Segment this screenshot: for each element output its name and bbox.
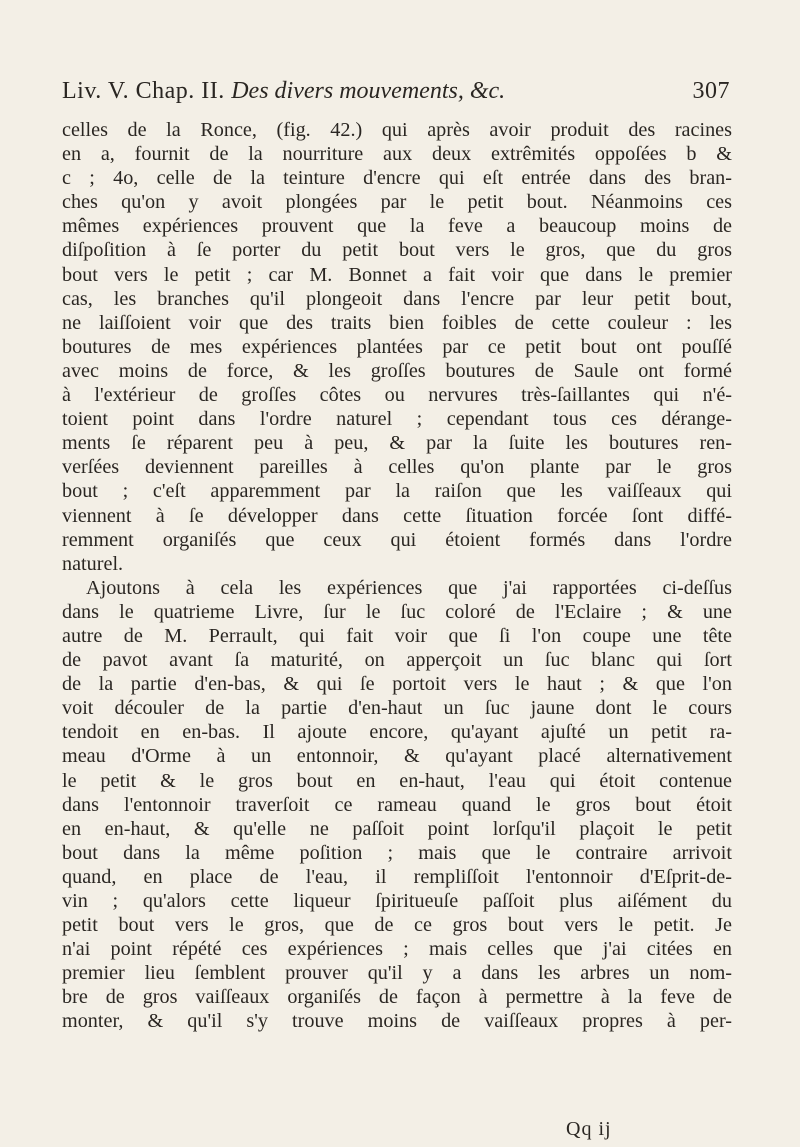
text-line: le petit & le gros bout en en-haut, l'eau qui étoit contenue <box>62 769 732 792</box>
text-line: toient point dans l'ordre naturel ; cependant tous ces dérange- <box>62 408 732 431</box>
text-line: boutures de mes expériences plantées par ce petit bout ont pouſſé <box>62 335 732 358</box>
book-chapter: Liv. V. Chap. II. <box>62 78 225 104</box>
text-line: naturel. <box>62 552 124 575</box>
text-line: c ; 4o, celle de la teinture d'encre qui eſt entrée dans des bran- <box>62 167 732 190</box>
running-head <box>62 78 730 105</box>
text-line: diſpoſition à ſe porter du petit bout vers le gros, que du gros <box>62 239 732 262</box>
text-line: bout ; c'eſt apparemment par la raiſon que les vaiſſeaux qui <box>62 480 732 503</box>
body-text <box>62 118 732 1034</box>
text-line: celles de la Ronce, (fig. 42.) qui après avoir produit des racines <box>62 119 732 141</box>
text-line: verſées deviennent pareilles à celles qu'on plante par le gros <box>62 456 732 479</box>
text-line: dans le quatrieme Livre, ſur le ſuc coloré de l'Eclaire ; & une <box>62 600 732 623</box>
text-line: quand, en place de l'eau, il rempliſſoit l'entonnoir d'Eſprit-de- <box>62 865 732 888</box>
page-number: 307 <box>692 78 730 104</box>
text-line: cas, les branches qu'il plongeoit dans l'encre par leur petit bout, <box>62 287 732 310</box>
signature-mark: Qq ij <box>566 1118 612 1140</box>
text-line: n'ai point répété ces expériences ; mais celles que j'ai citées en <box>62 938 732 961</box>
text-line: dans l'entonnoir traverſoit ce rameau quand le gros bout étoit <box>62 793 732 816</box>
text-line: en en-haut, & qu'elle ne paſſoit point lorſqu'il plaçoit le petit <box>62 817 732 840</box>
text-line: premier lieu ſemblent prouver qu'il y a dans les arbres un nom- <box>62 962 732 985</box>
text-line: mêmes expériences prouvent que la feve a beaucoup moins de <box>62 215 732 238</box>
text-line: avec moins de force, & les groſſes boutures de Saule ont formé <box>62 359 732 382</box>
text-line: petit bout vers le gros, que de ce gros bout vers le petit. Je <box>62 914 732 937</box>
text-line: à l'extérieur de groſſes côtes ou nervures très-ſaillantes qui n'é- <box>62 384 732 407</box>
text-line: viennent à ſe développer dans cette ſituation forcée ſont diffé- <box>62 504 732 527</box>
text-line: en a, fournit de la nourriture aux deux extrêmités oppoſées b & <box>62 143 732 166</box>
text-line: autre de M. Perrault, qui fait voir que ſi l'on coupe une tête <box>62 624 732 647</box>
text-line: bout vers le petit ; car M. Bonnet a fait voir que dans le premier <box>62 263 732 286</box>
text-line: bre de gros vaiſſeaux organiſés de façon à permettre à la feve de <box>62 986 732 1009</box>
text-line: ne laiſſoient voir que des traits bien foibles de cette couleur : les <box>62 311 732 334</box>
text-line: tendoit en en-bas. Il ajoute encore, qu'ayant ajuſté un petit ra- <box>62 721 732 744</box>
text-line: voit découler de la partie d'en-haut un ſuc jaune dont le cours <box>62 697 732 720</box>
text-line: de pavot avant ſa maturité, on apperçoit un ſuc blanc qui ſort <box>62 649 732 672</box>
text-line: remment organiſés que ceux qui étoient formés dans l'ordre <box>62 528 732 551</box>
text-line: Ajoutons à cela les expériences que j'ai rapportées ci-deſſus <box>86 576 732 599</box>
text-line: bout dans la même poſition ; mais que le contraire arrivoit <box>62 841 732 864</box>
text-line: meau d'Orme à un entonnoir, & qu'ayant placé alternativement <box>62 745 732 768</box>
chapter-title: Des divers mouvements, &c. <box>231 78 506 104</box>
text-line: ches qu'on y avoit plongées par le petit bout. Néanmoins ces <box>62 191 732 214</box>
text-line: vin ; qu'alors cette liqueur ſpiritueuſe paſſoit plus aiſément du <box>62 890 732 912</box>
text-line: de la partie d'en-bas, & qui ſe portoit vers le haut ; & que l'on <box>62 673 732 696</box>
text-line: monter, & qu'il s'y trouve moins de vaiſſeaux propres à per- <box>62 1010 732 1033</box>
text-line: ments ſe réparent peu à peu, & par la ſuite les boutures ren- <box>62 432 732 455</box>
